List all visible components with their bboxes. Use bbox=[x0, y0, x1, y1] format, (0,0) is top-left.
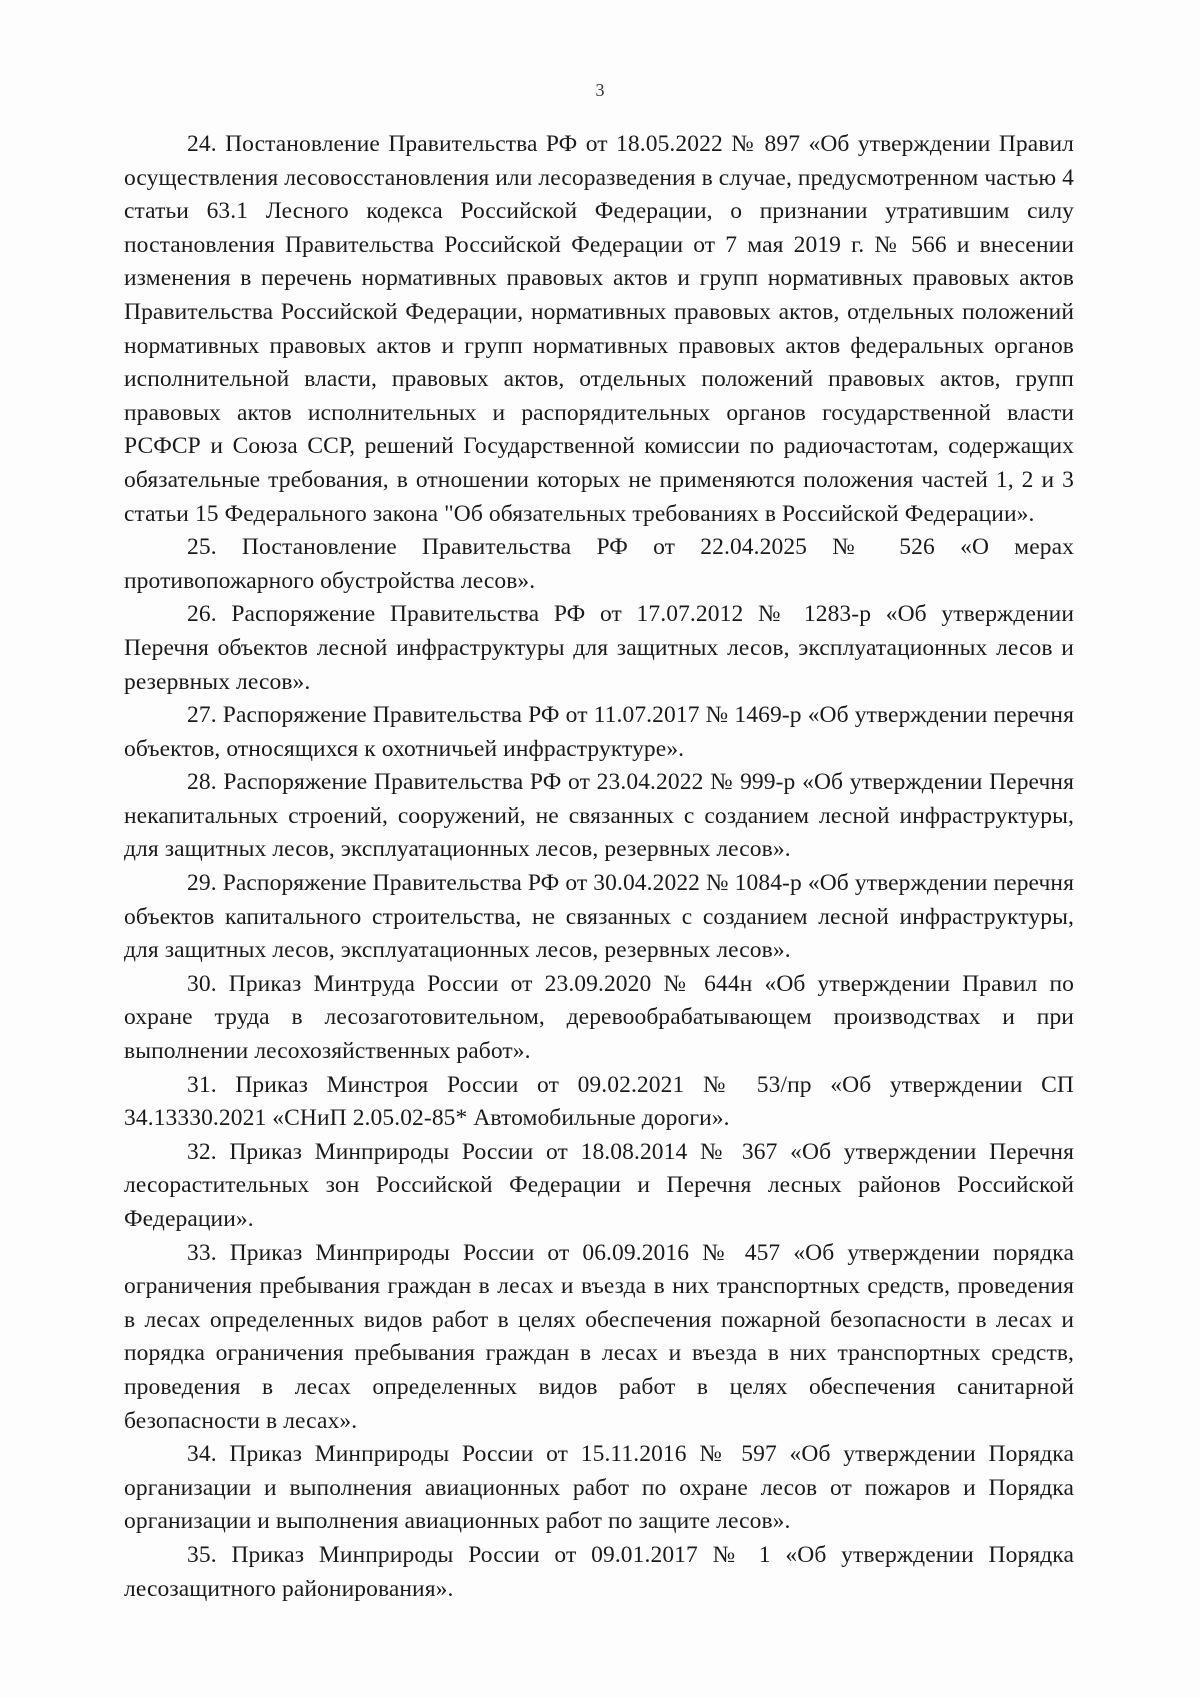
list-item-26: 26. Распоряжение Правительства РФ от 17.07.2012 № 1283-р «Об утверждении Перечня объектов лесной инфраструктуры для защитных лесов, эксплуатационных лесов и резервных лесов». bbox=[124, 601, 1074, 695]
document-body bbox=[124, 128, 1074, 1606]
list-item-35: 35. Приказ Минприроды России от 09.01.2017 № 1 «Об утверждении Порядка лесозащитного районирования». bbox=[124, 1541, 1074, 1602]
page-number: 3 bbox=[595, 80, 605, 100]
list-item-31: 31. Приказ Минстроя России от 09.02.2021 № 53/пр «Об утверждении СП 34.13330.2021 «СНиП 2.05.02-85* Автомобильные дороги». bbox=[124, 1071, 1074, 1132]
list-item-33: 33. Приказ Минприроды России от 06.09.2016 № 457 «Об утверждении порядка ограничения пребывания граждан в лесах и въезда в них транспортных средств, проведения в лесах определенных видов работ в целях обеспечения пожарной безопасности в лесах и порядка ограничения пребывания граждан в лесах и въезда в них транспортных средств, проведения в лесах определенных видов работ в целях обеспечения санитарной безопасности в лесах». bbox=[124, 1239, 1074, 1434]
list-item-25: 25. Постановление Правительства РФ от 22.04.2025 № 526 «О мерах противопожарного обустройства лесов». bbox=[124, 534, 1074, 594]
list-item-34: 34. Приказ Минприроды России от 15.11.2016 № 597 «Об утверждении Порядка организации и выполнения авиационных работ по охране лесов от пожаров и Порядка организации и выполнения авиационных работ по защите лесов». bbox=[124, 1441, 1074, 1535]
list-item-24: 24. Постановление Правительства РФ от 18.05.2022 № 897 «Об утверждении Правил осуществления лесовосстановления или лесоразведения в случае, предусмотренном частью 4 статьи 63.1 Лесного кодекса Российской Федерации, о признании утратившим силу постановления Правительства Российской Федерации от 7 мая 2019 г. № 566 и внесении изменения в перечень нормативных правовых актов и групп нормативных правовых актов Правительства Российской Федерации, нормативных правовых актов, отдельных положений нормативных правовых актов и групп нормативных правовых актов федеральных органов исполнительной власти, правовых актов, отдельных положений правовых актов, групп правовых актов исполнительных и распорядительных органов государственной власти РСФСР и Союза ССР, решений Государственной комиссии по радиочастотам, содержащих обязательные требования, в отношении которых не применяются положения частей 1, 2 и 3 статьи 15 Федерального закона "Об обязательных требованиях в Российской Федерации». bbox=[124, 131, 1074, 527]
list-item-30: 30. Приказ Минтруда России от 23.09.2020 № 644н «Об утверждении Правил по охране труда в лесозаготовительном, деревообрабатывающем производствах и при выполнении лесохозяйственных работ». bbox=[124, 970, 1074, 1065]
list-item-27: 27. Распоряжение Правительства РФ от 11.07.2017 № 1469-р «Об утверждении перечня объектов, относящихся к охотничьей инфраструктуре». bbox=[124, 702, 1074, 762]
list-item-32: 32. Приказ Минприроды России от 18.08.2014 № 367 «Об утверждении Перечня лесорастительных зон Российской Федерации и Перечня лесных районов Российской Федерации». bbox=[124, 1138, 1074, 1232]
list-item-29: 29. Распоряжение Правительства РФ от 30.04.2022 № 1084-р «Об утверждении перечня объектов капитального строительства, не связанных с созданием лесной инфраструктуры, для защитных лесов, эксплуатационных лесов, резервных лесов». bbox=[124, 870, 1074, 964]
list-item-28: 28. Распоряжение Правительства РФ от 23.04.2022 № 999-р «Об утверждении Перечня некапитальных строений, сооружений, не связанных с созданием лесной инфраструктуры, для защитных лесов, эксплуатационных лесов, резервных лесов». bbox=[124, 769, 1074, 863]
